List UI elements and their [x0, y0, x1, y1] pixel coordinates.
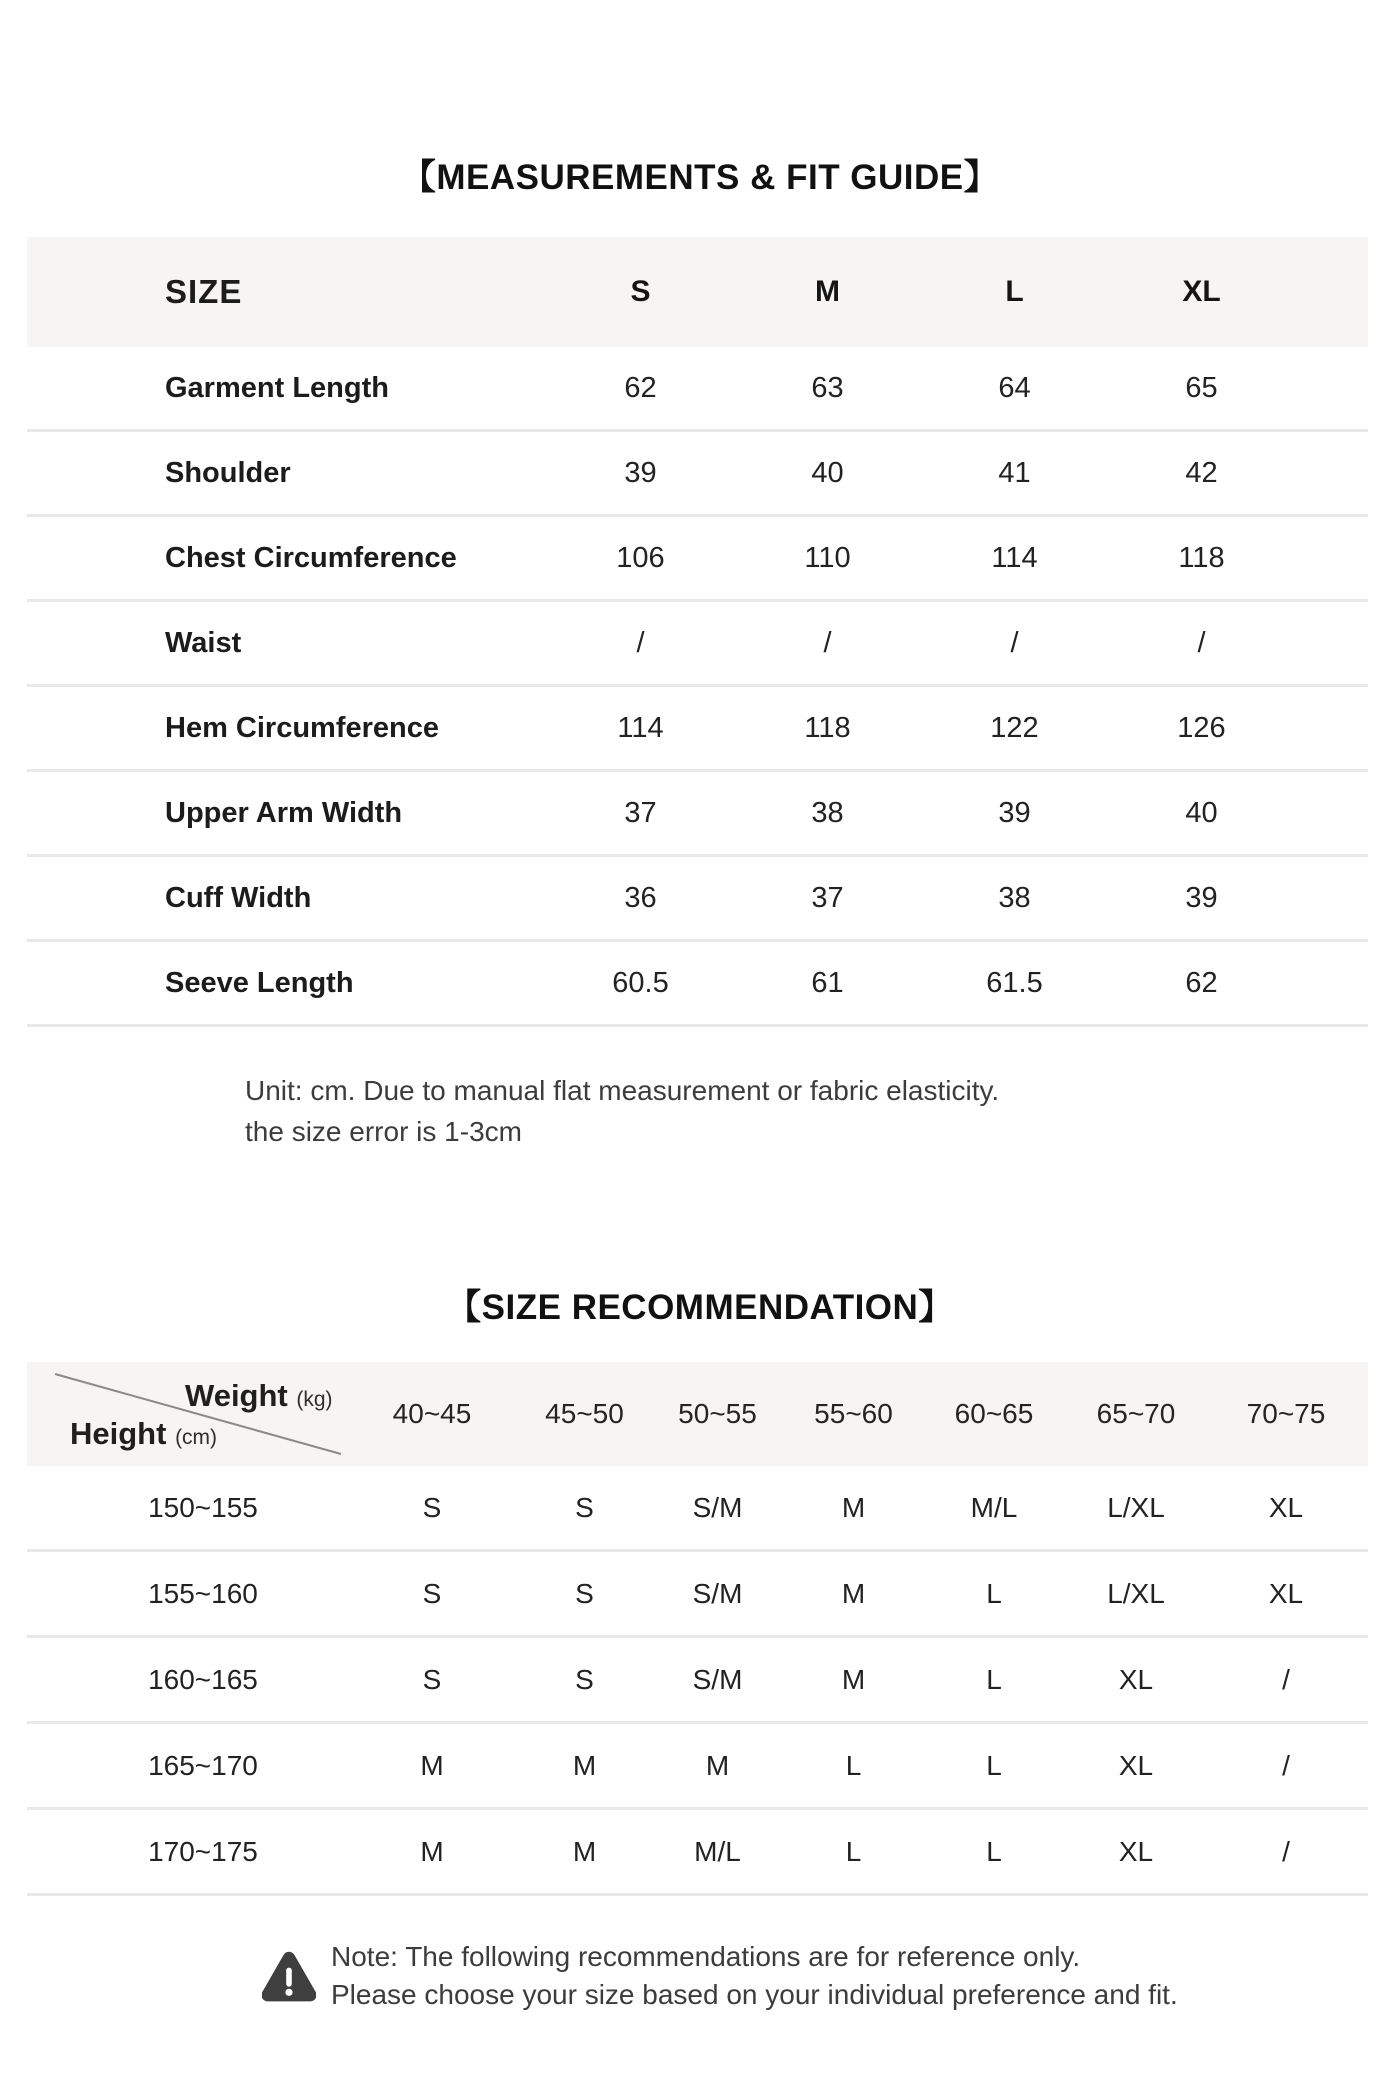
weight-axis-label: [185, 1378, 333, 1414]
measurement-label: Hem Circumference: [165, 711, 439, 744]
size-recommendation: M: [841, 1491, 866, 1523]
size-recommendation: M: [572, 1749, 597, 1781]
weight-column-header: 65~70: [1096, 1398, 1176, 1429]
table-row: [27, 1810, 1368, 1896]
size-recommendation: XL: [1118, 1663, 1154, 1695]
size-recommendation: S: [422, 1577, 442, 1609]
measurement-label: Seeve Length: [165, 966, 354, 999]
size-recommendation: M: [420, 1835, 444, 1867]
table-row: [27, 1724, 1368, 1810]
measurement-value: 65: [1185, 371, 1218, 404]
measurement-value: 61.5: [986, 966, 1043, 999]
weight-column-header: 60~65: [954, 1398, 1034, 1429]
measurement-value: /: [636, 626, 645, 659]
measurements-table-header: [27, 237, 1368, 347]
measurement-value: 39: [624, 456, 657, 489]
weight-column-header: 45~50: [545, 1398, 624, 1429]
table-row: [27, 602, 1368, 687]
weight-unit-text: (kg): [296, 1388, 333, 1411]
reference-note: [262, 1938, 1178, 2014]
size-recommendation: S: [422, 1663, 442, 1695]
weight-column-header: 70~75: [1246, 1398, 1326, 1429]
height-unit-text: (cm): [175, 1426, 218, 1449]
height-range-label: 160~165: [148, 1663, 258, 1695]
size-recommendation: L: [845, 1835, 862, 1867]
measurement-value: 106: [616, 541, 665, 574]
measurement-value: 118: [804, 711, 851, 744]
table-row: [27, 772, 1368, 857]
height-range-label: 150~155: [148, 1491, 258, 1523]
size-column-xl: XL: [1182, 275, 1221, 308]
size-recommendation: L: [986, 1749, 1002, 1781]
warning-icon: [262, 1949, 316, 2003]
size-recommendation: L/XL: [1107, 1577, 1165, 1609]
measurement-value: 126: [1177, 711, 1226, 744]
recommendation-table-header: [27, 1362, 1368, 1466]
measurement-value: 61: [811, 966, 844, 999]
measurement-value: /: [1010, 626, 1019, 659]
size-recommendation: M: [420, 1749, 444, 1781]
size-recommendation: /: [1282, 1835, 1290, 1867]
size-recommendation: S: [575, 1577, 594, 1609]
measurement-value: 37: [624, 796, 657, 829]
height-label-text: Height: [70, 1416, 167, 1451]
size-recommendation: M/L: [694, 1835, 741, 1867]
size-header-cell: SIZE: [165, 273, 243, 310]
measurement-value: 40: [811, 456, 844, 489]
weight-column-header: 55~60: [814, 1398, 893, 1429]
size-recommendation: M: [572, 1835, 597, 1867]
size-recommendation: S: [575, 1491, 594, 1523]
measurement-value: 122: [990, 711, 1039, 744]
size-column-l: L: [1005, 275, 1024, 308]
note-line2: Please choose your size based on your individual preference and fit.: [331, 1979, 1178, 2010]
size-recommendation: L: [986, 1663, 1002, 1695]
height-range-label: 170~175: [148, 1835, 258, 1867]
size-column-s: S: [630, 275, 651, 308]
table-row: [27, 687, 1368, 772]
measurement-value: 64: [998, 371, 1031, 404]
unit-note-line2: the size error is 1-3cm: [245, 1116, 522, 1147]
size-recommendation: S/M: [692, 1663, 743, 1695]
table-row: [27, 347, 1368, 432]
measurements-title: 【MEASUREMENTS & FIT GUIDE】: [400, 158, 1000, 197]
measurement-value: 41: [998, 456, 1031, 489]
height-weight-corner-cell: [27, 1362, 345, 1466]
measurement-value: /: [823, 626, 832, 659]
size-recommendation: L: [986, 1577, 1002, 1609]
measurement-value: 110: [804, 541, 851, 574]
recommendation-title: 【SIZE RECOMMENDATION】: [446, 1288, 954, 1327]
measurement-value: 62: [1185, 966, 1218, 999]
table-row: [27, 1638, 1368, 1724]
measurement-value: 63: [811, 371, 844, 404]
table-row: [27, 1466, 1368, 1552]
measurement-value: 37: [811, 881, 844, 914]
unit-note: [245, 1070, 999, 1152]
measurement-value: 39: [1185, 881, 1218, 914]
note-text: [331, 1938, 1178, 2014]
size-recommendation: S: [422, 1491, 442, 1523]
measurement-value: 42: [1185, 456, 1218, 489]
size-recommendation: XL: [1118, 1749, 1154, 1781]
size-recommendation: M/L: [970, 1491, 1018, 1523]
height-range-label: 155~160: [148, 1577, 258, 1609]
measurement-label: Garment Length: [165, 371, 389, 404]
size-recommendation: S/M: [692, 1491, 743, 1523]
measurement-value: 62: [624, 371, 657, 404]
size-recommendation: XL: [1118, 1835, 1154, 1867]
table-row: [27, 857, 1368, 942]
measurement-value: 40: [1185, 796, 1218, 829]
measurement-label: Upper Arm Width: [165, 796, 403, 829]
weight-column-header: 50~55: [678, 1398, 757, 1429]
measurement-value: 39: [998, 796, 1031, 829]
measurement-value: 38: [998, 881, 1031, 914]
size-column-m: M: [815, 275, 840, 308]
size-recommendation: XL: [1268, 1577, 1304, 1609]
table-row: [27, 517, 1368, 602]
size-recommendation: M: [841, 1577, 866, 1609]
measurement-label: Waist: [165, 626, 242, 659]
note-line1: Note: The following recommendations are for reference only.: [331, 1941, 1081, 1972]
measurements-table: [27, 237, 1368, 1027]
size-recommendation: L: [845, 1749, 862, 1781]
measurement-value: 36: [624, 881, 657, 914]
size-recommendation: /: [1282, 1663, 1290, 1695]
unit-note-line1: Unit: cm. Due to manual flat measurement or fabric elasticity.: [245, 1075, 1000, 1106]
size-recommendation: M: [841, 1663, 866, 1695]
height-range-label: 165~170: [148, 1749, 258, 1781]
size-recommendation: L: [986, 1835, 1002, 1867]
size-recommendation: XL: [1268, 1491, 1304, 1523]
height-axis-label: [70, 1416, 217, 1452]
size-recommendation: M: [705, 1749, 730, 1781]
table-row: [27, 1552, 1368, 1638]
size-recommendation: S: [575, 1663, 594, 1695]
measurement-value: 114: [991, 541, 1038, 574]
recommendation-table: [27, 1362, 1368, 1896]
size-recommendation: /: [1282, 1749, 1290, 1781]
table-row: [27, 942, 1368, 1027]
measurement-value: 38: [811, 796, 844, 829]
measurement-value: /: [1197, 626, 1206, 659]
measurement-value: 114: [617, 711, 664, 744]
weight-label-text: Weight: [185, 1378, 288, 1413]
measurement-label: Cuff Width: [165, 881, 312, 914]
measurement-label: Shoulder: [165, 456, 291, 489]
table-row: [27, 432, 1368, 517]
size-recommendation: S/M: [692, 1577, 743, 1609]
measurement-value: 118: [1178, 541, 1225, 574]
size-recommendation: L/XL: [1107, 1491, 1165, 1523]
weight-column-header: 40~45: [392, 1398, 472, 1429]
measurement-value: 60.5: [612, 966, 669, 999]
measurement-label: Chest Circumference: [165, 541, 457, 574]
